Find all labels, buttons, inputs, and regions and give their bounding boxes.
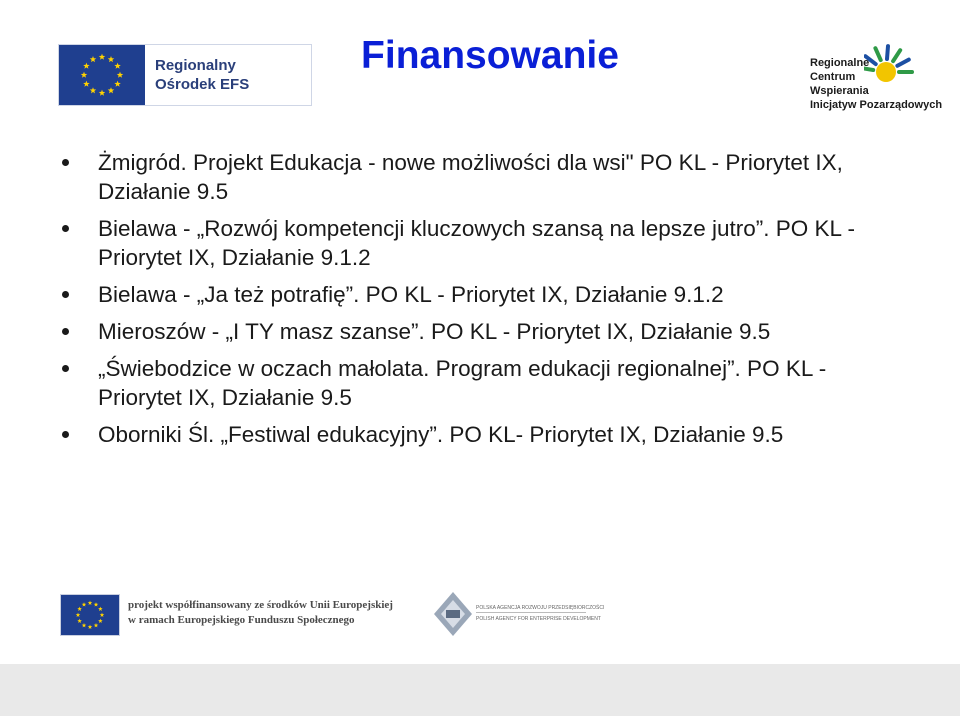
eu-star-icon bbox=[99, 90, 105, 96]
parp-line1: POLSKA AGENCJA ROZWOJU PRZEDSIĘBIORCZOŚCI bbox=[476, 605, 605, 611]
efs-logo-line1: Regionalny bbox=[155, 57, 236, 74]
eu-star-icon bbox=[83, 63, 89, 69]
list-item bbox=[62, 420, 912, 449]
eu-star-icon bbox=[114, 63, 120, 69]
eu-star-icon bbox=[88, 625, 93, 629]
efs-logo-text bbox=[145, 45, 311, 105]
list-item-text: Oborniki Śl. „Festiwal edukacyjny”. PO KL- Priorytet IX, Działanie 9.5 bbox=[98, 422, 784, 447]
list-item bbox=[62, 148, 912, 206]
parp-mark-icon bbox=[432, 590, 474, 638]
cofinance-note bbox=[128, 598, 393, 628]
eu-star-icon bbox=[94, 602, 99, 606]
rcw-logo-line: Regionalne bbox=[810, 57, 870, 69]
parp-text bbox=[476, 604, 604, 612]
eu-star-icon bbox=[77, 619, 82, 623]
list-item-text: Żmigród. Projekt Edukacja - nowe możliwości dla wsi" PO KL - Priorytet IX, Działanie 9.5 bbox=[98, 150, 843, 204]
list-item-text: „Świebodzice w oczach małolata. Program edukacji regionalnej”. PO KL - Priorytet IX, Działanie 9.5 bbox=[98, 356, 827, 410]
bullet-icon bbox=[62, 291, 69, 298]
eu-star-icon bbox=[76, 613, 81, 617]
eu-star-icon bbox=[100, 613, 105, 617]
bullet-icon bbox=[62, 225, 69, 232]
eu-star-icon bbox=[114, 81, 120, 87]
eu-star-icon bbox=[108, 56, 114, 62]
eu-flag-icon bbox=[59, 45, 145, 105]
eu-star-icon bbox=[98, 619, 103, 623]
efs-logo-line2: Ośrodek EFS bbox=[155, 76, 250, 93]
eu-star-icon bbox=[90, 87, 96, 93]
eu-star-icon bbox=[98, 607, 103, 611]
bullet-icon bbox=[62, 431, 69, 438]
list-item bbox=[62, 354, 912, 412]
eu-star-icon bbox=[77, 607, 82, 611]
footer-eu-flag-icon bbox=[60, 594, 120, 636]
bullet-icon bbox=[62, 365, 69, 372]
cofinance-line: projekt współfinansowany ze środków Unii Europejskiej bbox=[128, 599, 393, 611]
rcw-logo-text bbox=[810, 56, 942, 112]
eu-star-icon bbox=[82, 623, 87, 627]
parp-line2: POLISH AGENCY FOR ENTERPRISE DEVELOPMENT bbox=[476, 616, 601, 622]
divider bbox=[476, 612, 586, 613]
eu-star-icon bbox=[90, 56, 96, 62]
parp-text-en bbox=[476, 615, 601, 623]
list-item bbox=[62, 214, 912, 272]
eu-star-icon bbox=[117, 72, 123, 78]
rcw-logo-line: Inicjatyw Pozarządowych bbox=[810, 99, 943, 111]
rcw-logo bbox=[806, 42, 943, 122]
eu-star-icon bbox=[82, 602, 87, 606]
eu-star-icon bbox=[81, 72, 87, 78]
bullet-icon bbox=[62, 159, 69, 166]
list-item-text: Bielawa - „Rozwój kompetencji kluczowych szansą na lepsze jutro”. PO KL - Priorytet IX, Działanie 9.1.2 bbox=[98, 216, 855, 270]
eu-star-icon bbox=[83, 81, 89, 87]
eu-star-icon bbox=[108, 87, 114, 93]
page-title: Finansowanie bbox=[361, 34, 619, 77]
eu-star-icon bbox=[99, 54, 105, 60]
list-item-text: Mieroszów - „I TY masz szanse”. PO KL - Priorytet IX, Działanie 9.5 bbox=[98, 319, 771, 344]
list-item bbox=[62, 280, 912, 309]
footer-band bbox=[0, 664, 960, 716]
rcw-logo-line: Centrum bbox=[810, 71, 856, 83]
parp-logo bbox=[432, 590, 605, 638]
list-item-text: Bielawa - „Ja też potrafię”. PO KL - Priorytet IX, Działanie 9.1.2 bbox=[98, 282, 724, 307]
efs-logo bbox=[58, 44, 312, 106]
eu-star-icon bbox=[94, 623, 99, 627]
list-item bbox=[62, 317, 912, 346]
cofinance-line: w ramach Europejskiego Funduszu Społecznego bbox=[128, 614, 355, 626]
project-list bbox=[62, 148, 912, 457]
rcw-logo-line: Wspierania bbox=[810, 85, 869, 97]
bullet-icon bbox=[62, 328, 69, 335]
eu-star-icon bbox=[88, 601, 93, 605]
